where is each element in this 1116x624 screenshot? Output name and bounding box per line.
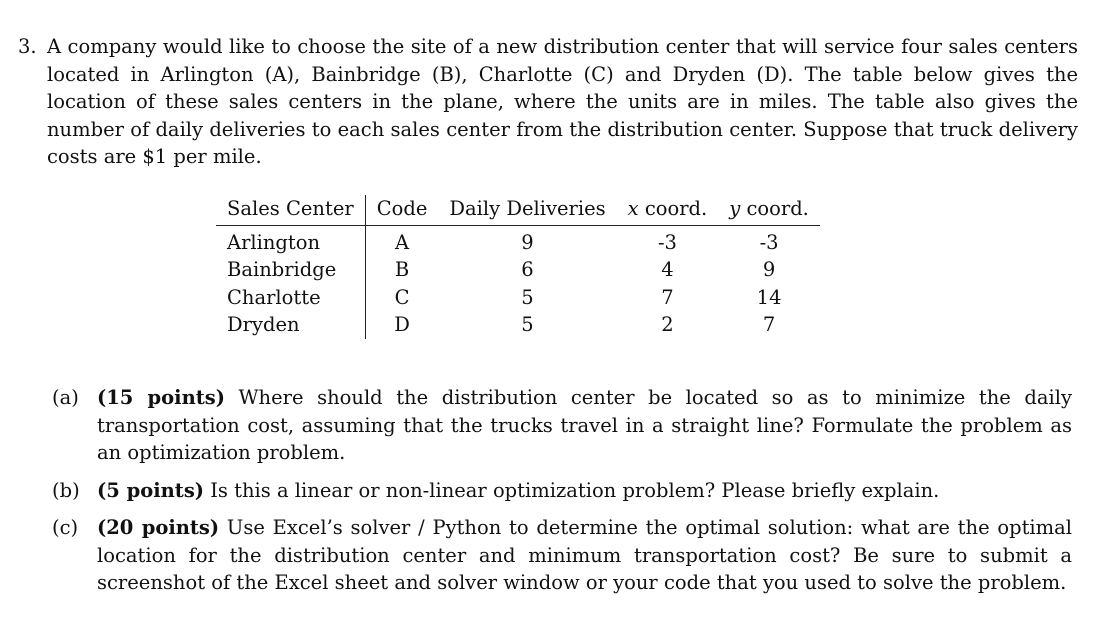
cell-daily-deliveries: 9 [521, 230, 534, 254]
cell-x-coord: -3 [657, 230, 677, 254]
cell-sales-center: Bainbridge [216, 256, 365, 284]
part-body [97, 477, 1072, 505]
header-y-suffix: coord. [740, 197, 809, 220]
cell-y-coord: 14 [756, 285, 782, 309]
cell-daily-deliveries: 5 [521, 285, 534, 309]
part-body [97, 384, 1072, 467]
part-a [52, 384, 1072, 467]
cell-code: B [394, 258, 410, 281]
part-body [97, 514, 1072, 597]
cell-y-coord: -3 [759, 230, 779, 254]
part-points: (15 points) [97, 386, 225, 409]
part-points: (5 points) [97, 478, 205, 502]
cell-y-coord: 9 [762, 258, 776, 281]
cell-x-coord: 2 [661, 313, 674, 336]
sales-centers-table [216, 195, 820, 339]
part-letter: (b) [52, 478, 80, 502]
problem-number: 3. [18, 35, 37, 58]
part-text: Use Excel’s solver / Python to determine the optimal solution: what are the optimal location for the distribution center and minimum transportation cost? Be sure to submit a screenshot of the Excel sheet and solver window or your code that you used to solve the problem. [97, 516, 1073, 594]
cell-x-coord: 4 [661, 258, 674, 281]
cell-code: C [394, 285, 410, 309]
cell-daily-deliveries: 5 [521, 313, 534, 336]
part-b [52, 477, 1072, 505]
cell-x-coord: 7 [661, 285, 674, 309]
header-y-variable: y [729, 197, 741, 220]
cell-code: A [394, 230, 410, 254]
part-points: (20 points) [97, 516, 220, 539]
header-sales-center: Sales Center [216, 195, 365, 225]
part-letter: (a) [52, 386, 79, 409]
header-code: Code [365, 195, 438, 225]
header-y-coord [718, 195, 820, 225]
table-header-row [216, 195, 820, 225]
part-letter: (c) [52, 516, 79, 539]
cell-code: D [394, 313, 410, 336]
part-text: Is this a linear or non-linear optimization problem? Please briefly explain. [210, 478, 940, 502]
cell-y-coord: 7 [762, 313, 776, 336]
header-x-variable: x [627, 197, 639, 220]
cell-daily-deliveries: 6 [521, 258, 534, 281]
cell-sales-center: Charlotte [216, 284, 365, 312]
header-daily-deliveries: Daily Deliveries [438, 195, 616, 225]
part-text: Where should the distribution center be located so as to minimize the daily transportation cost, assuming that the trucks travel in a straight line? Formulate the problem as an optimization problem. [97, 386, 1072, 464]
problem-statement [18, 33, 1078, 171]
problem-text: A company would like to choose the site of a new distribution center that will service four sales centers located in Arlington (A), Bainbridge (B), Charlotte (C) and Dryden (D). The table below gives the location of these sales centers in the plane, where the units are in miles. The table also gives the number of daily deliveries to each sales center from the distribution center. Suppose that truck delivery costs are $1 per mile. [47, 35, 1078, 168]
table-row [216, 311, 820, 339]
part-c [52, 514, 1072, 597]
question-parts [52, 384, 1072, 607]
cell-sales-center: Arlington [216, 225, 365, 256]
header-x-coord [617, 195, 719, 225]
cell-sales-center: Dryden [216, 311, 365, 339]
header-x-suffix: coord. [638, 197, 708, 220]
table-row [216, 225, 820, 256]
table-row [216, 256, 820, 284]
table-row [216, 284, 820, 312]
